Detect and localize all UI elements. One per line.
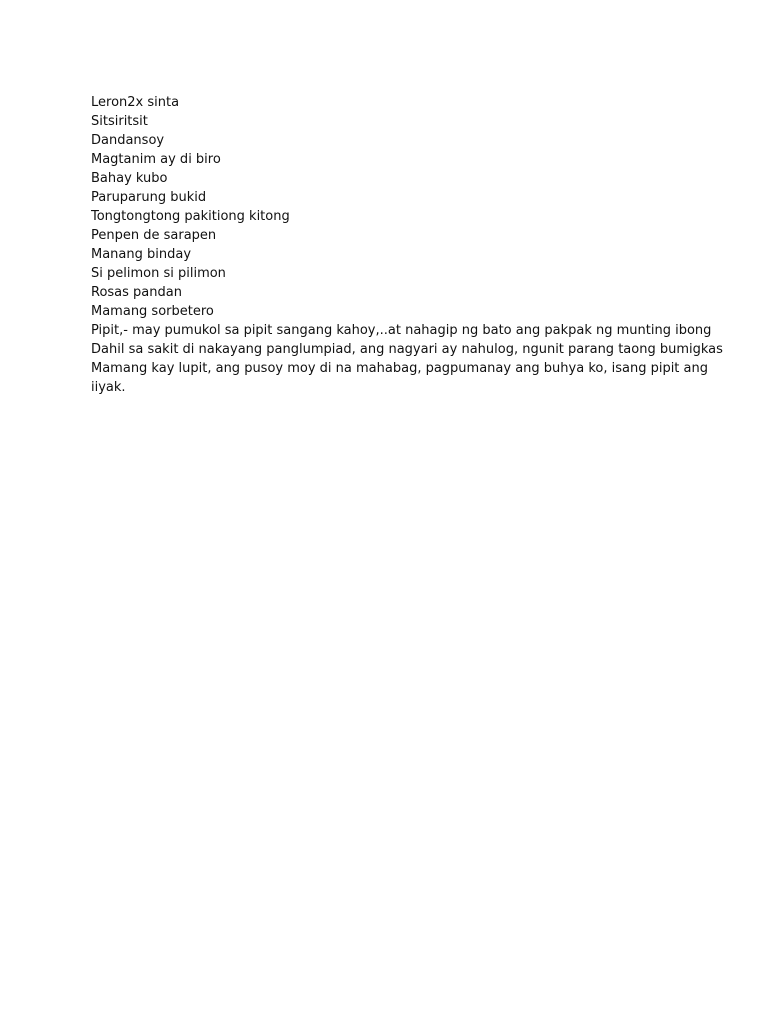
text-line: Mamang kay lupit, ang pusoy moy di na mahabag, pagpumanay ang buhya ko, isang pipit ang xyxy=(91,361,708,376)
text-line: Manang binday xyxy=(91,247,192,262)
text-line: Si pelimon si pilimon xyxy=(91,266,226,281)
text-line: Leron2x sinta xyxy=(91,95,180,110)
text-line: Rosas pandan xyxy=(91,285,182,300)
text-line: Dandansoy xyxy=(91,133,165,148)
text-line: Bahay kubo xyxy=(91,171,168,186)
text-line: iiyak. xyxy=(91,380,126,395)
text-line: Magtanim ay di biro xyxy=(91,152,221,167)
text-line: Tongtongtong pakitiong kitong xyxy=(91,209,290,224)
text-line: Penpen de sarapen xyxy=(91,228,217,243)
text-line: Dahil sa sakit di nakayang panglumpiad, ang nagyari ay nahulog, ngunit parang taong bumigkas xyxy=(91,342,723,357)
text-line: Paruparung bukid xyxy=(91,190,207,205)
text-line: Sitsiritsit xyxy=(91,114,148,129)
text-line: Pipit,- may pumukol sa pipit sangang kahoy,..at nahagip ng bato ang pakpak ng munting ibong xyxy=(91,323,712,338)
text-line: Mamang sorbetero xyxy=(91,304,214,319)
document-text xyxy=(91,93,723,397)
